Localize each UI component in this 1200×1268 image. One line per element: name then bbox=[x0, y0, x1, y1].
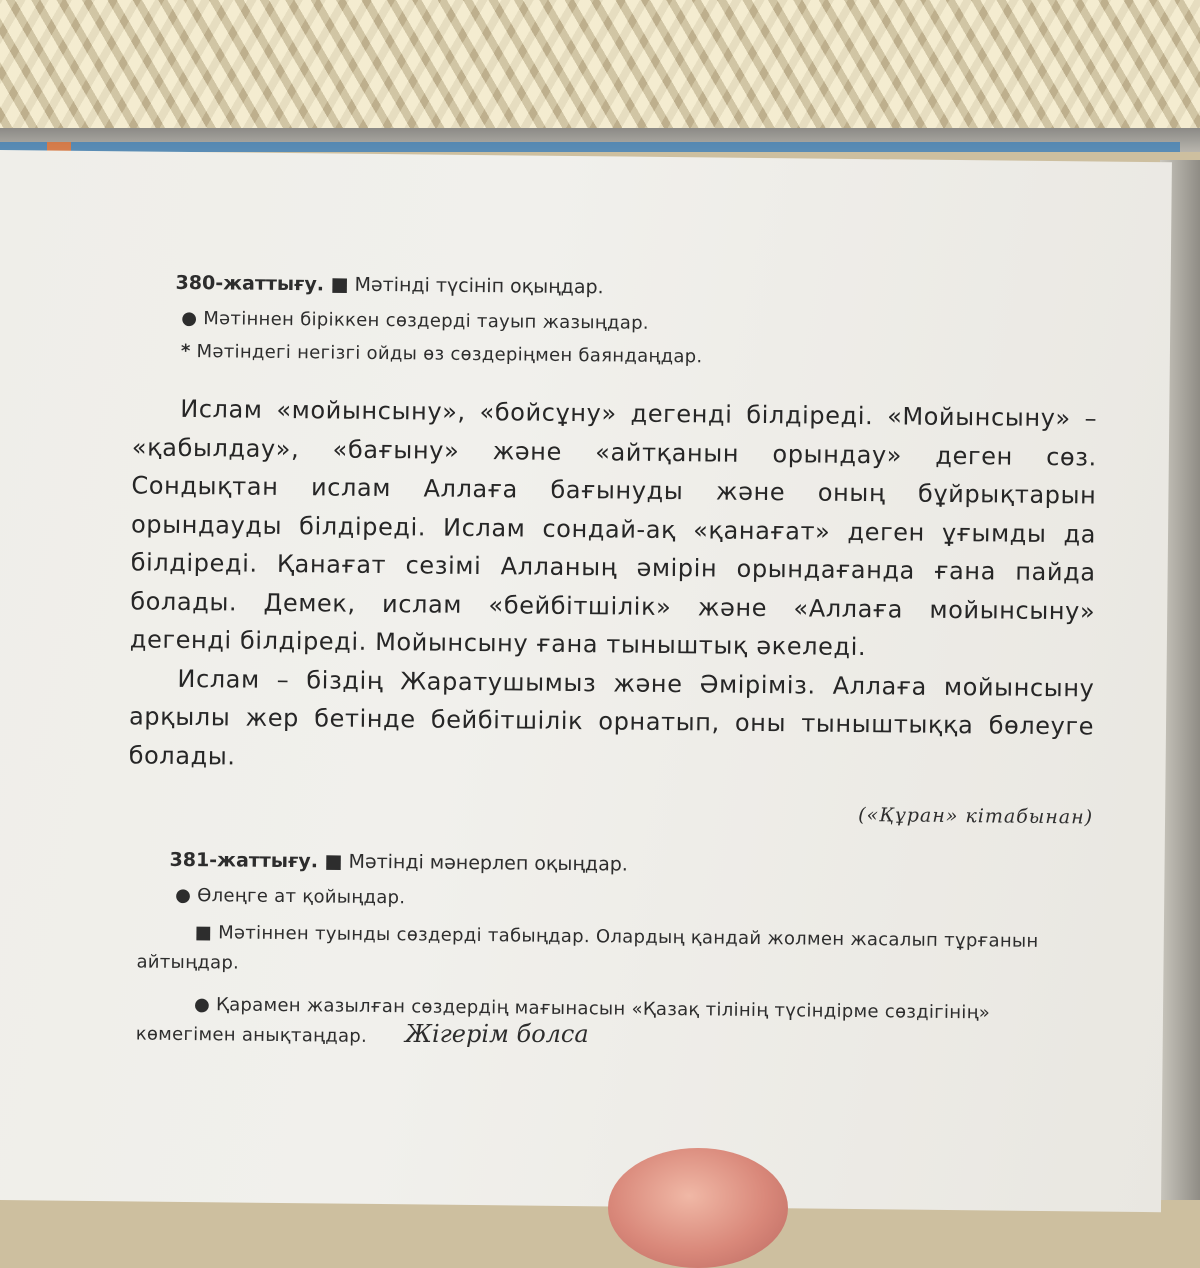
square-icon: ■ bbox=[324, 850, 343, 873]
bullet-icon: ● bbox=[175, 884, 192, 907]
square-icon: ■ bbox=[194, 922, 213, 944]
bullet-icon: ● bbox=[193, 994, 211, 1016]
text-paragraph: Ислам «мойынсыну», «бойсұну» дегенді білдіреді. «Мойынсыну» – «қабылдау», «бағыну» және «айтқанын орындау» деген сөз. Сондықтан ислам Аллаға бағынуды және оның бұйрықтарын орындауды білдіреді. Ислам сондай-ақ «қанағат» деген ұғымды да білдіреді. Қанағат сезімі Алланың әмірін орындағанда ғана пайда болады. Демек, ислам «бейбітшілік» және «Аллаға мойынсыну» дегенді білдіреді. Мойынсыну ғана тыныштық әкеледі. bbox=[129, 394, 1098, 662]
exercise-380-task bbox=[181, 308, 1098, 339]
task-text: Мәтіннен туынды сөздерді табыңдар. Олардың қандай жолмен жасалып тұрғанын айтыңдар. bbox=[136, 922, 1039, 974]
exercise-381-task bbox=[136, 917, 1092, 987]
exercise-380-heading bbox=[176, 272, 1099, 304]
exercise-380-main-task: Мәтінді түсініп оқыңдар. bbox=[354, 273, 604, 299]
exercise-381-task bbox=[175, 885, 1092, 916]
exercise-380-task bbox=[181, 341, 1098, 372]
asterisk-icon: * bbox=[180, 340, 191, 363]
textbook-page bbox=[0, 150, 1172, 1212]
task-text: Мәтіннен біріккен сөздерді тауып жазыңдар. bbox=[203, 308, 649, 334]
task-text: Мәтіндегі негізгі ойды өз сөздеріңмен баяндаңдар. bbox=[196, 341, 703, 368]
source-citation: («Құран» кітабынан) bbox=[858, 804, 1094, 829]
bullet-icon: ● bbox=[181, 307, 198, 330]
task-text: Қарамен жазылған сөздердің мағынасын «Қазақ тілінің түсіндірме сөздігінің» көмегімен анықтаңдар. bbox=[135, 994, 991, 1047]
page-content bbox=[125, 271, 1098, 1071]
exercise-381-main-task: Мәтінді мәнерлеп оқыңдар. bbox=[348, 850, 628, 876]
square-icon: ■ bbox=[330, 273, 349, 296]
exercise-380-number: 380-жаттығу. bbox=[175, 271, 325, 296]
exercise-381-number: 381-жаттығу. bbox=[169, 848, 319, 873]
cover-stripe bbox=[0, 142, 1180, 152]
task-text: Өлеңге ат қойыңдар. bbox=[197, 885, 406, 909]
exercise-381-task bbox=[136, 989, 1092, 1059]
exercise-381-heading bbox=[169, 849, 1092, 881]
finger bbox=[608, 1148, 788, 1268]
poem-first-line: Жігерім болса bbox=[405, 1020, 589, 1048]
text-paragraph: Ислам – біздің Жаратушымыз және Әміріміз. Аллаға мойынсыну арқылы жер бетінде бейбітшілік орнатып, оны тыныштыққа бөлеуге болады. bbox=[128, 664, 1095, 770]
